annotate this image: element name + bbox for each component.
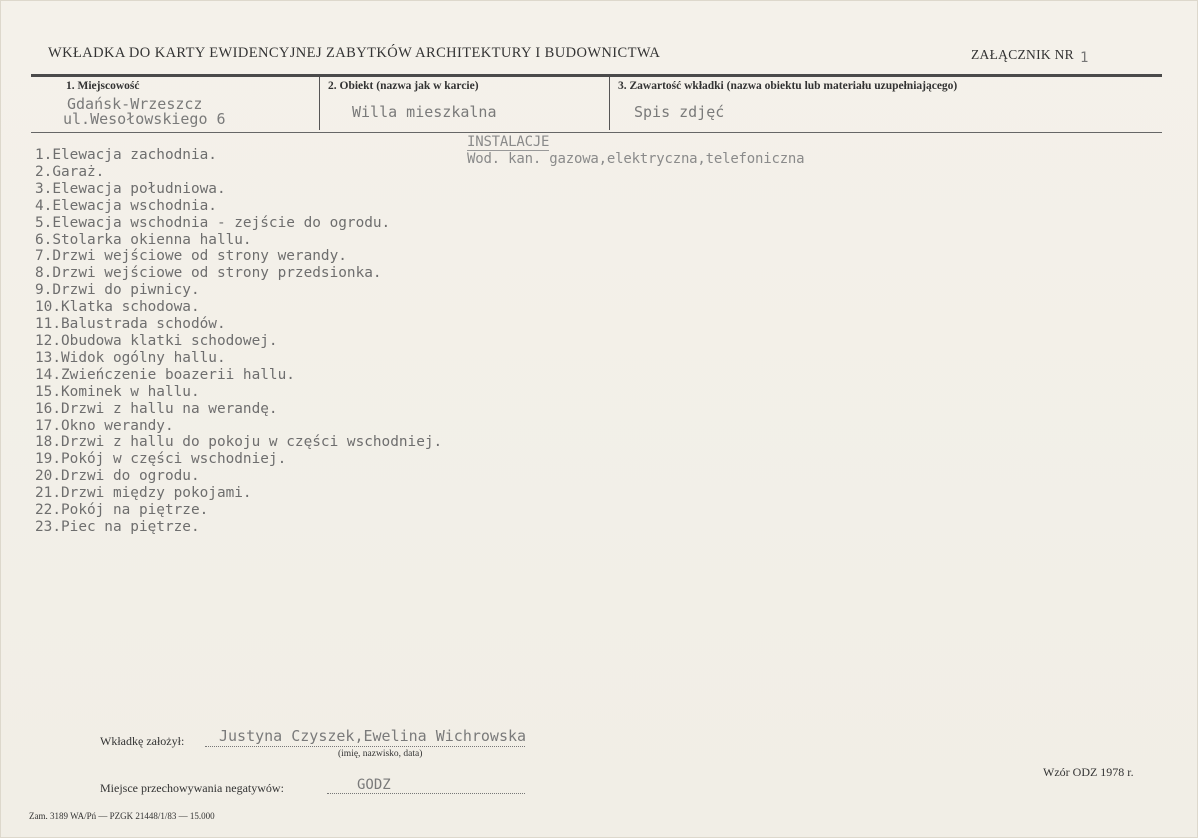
list-item: 18.Drzwi z hallu do pokoju w części wschodniej. [35,434,443,451]
list-item: 2.Garaż. [35,163,105,180]
list-item: 21.Drzwi między pokojami. [35,485,252,502]
print-info: Zam. 3189 WA/Pń — PZGK 21448/1/83 — 15.000 [29,811,215,821]
photo-list [35,147,442,536]
object-label: 2. Obiekt (nazwa jak w karcie) [328,80,479,92]
list-item: 4.Elewacja wschodnia. [35,197,217,214]
header-top-rule [31,74,1162,77]
list-item: 6.Stolarka okienna hallu. [35,231,252,248]
locality-value-line2: ul.Wesołowskiego 6 [63,110,226,128]
list-item: 11.Balustrada schodów. [35,316,226,333]
object-value: Willa mieszkalna [352,103,497,121]
list-item: 10.Klatka schodowa. [35,299,200,316]
list-item: 9.Drzwi do piwnicy. [35,282,200,299]
column-divider-1 [319,77,320,130]
list-item: 15.Kominek w hallu. [35,383,200,400]
list-item: 16.Drzwi z hallu na werandę. [35,400,278,417]
annex-label-group [971,47,1089,66]
founded-by-hint: (imię, nazwisko, data) [338,749,423,759]
content-label: 3. Zawartość wkładki (nazwa obiektu lub materiału uzupełniającego) [618,80,958,92]
locality-value-line1: Gdańsk-Wrzeszcz [67,95,203,113]
founded-by-value: Justyna Czyszek,Ewelina Wichrowska [219,727,527,745]
list-item: 20.Drzwi do ogrodu. [35,468,200,485]
list-item: 17.Okno werandy. [35,417,174,434]
pattern-note: Wzór ODZ 1978 r. [1043,765,1134,779]
list-item: 5.Elewacja wschodnia - zejście do ogrodu. [35,214,391,231]
list-item: 19.Pokój w części wschodniej. [35,451,287,468]
list-item: 13.Widok ogólny hallu. [35,349,226,366]
founded-by-line [205,746,525,747]
column-divider-2 [609,77,610,130]
list-item: 7.Drzwi wejściowe od strony werandy. [35,248,347,265]
annex-label: ZAŁĄCZNIK NR [971,47,1074,62]
list-item: 12.Obudowa klatki schodowej. [35,332,278,349]
list-item: 23.Piec na piętrze. [35,518,200,535]
installations-text: Wod. kan. gazowa,elektryczna,telefoniczna [467,151,805,167]
locality-label: 1. Miejscowość [66,80,140,92]
content-value: Spis zdjęć [634,103,725,121]
list-item: 1.Elewacja zachodnia. [35,147,217,163]
negatives-storage-value: GODZ [357,777,391,793]
list-item: 8.Drzwi wejściowe od strony przedsionka. [35,265,382,282]
negatives-storage-label: Miejsce przechowywania negatywów: [100,781,284,795]
annex-number: 1 [1079,50,1089,66]
header-bottom-rule [31,132,1162,133]
list-item: 14.Zwieńczenie boazerii hallu. [35,366,295,383]
negatives-storage-line [327,793,525,794]
form-title: WKŁADKA DO KARTY EWIDENCYJNEJ ZABYTKÓW ARCHITEKTURY I BUDOWNICTWA [48,45,661,61]
founded-by-label: Wkładkę założył: [100,734,185,748]
list-item: 3.Elewacja południowa. [35,180,226,197]
list-item: 22.Pokój na piętrze. [35,502,209,519]
installations-title: INSTALACJE [467,134,550,150]
